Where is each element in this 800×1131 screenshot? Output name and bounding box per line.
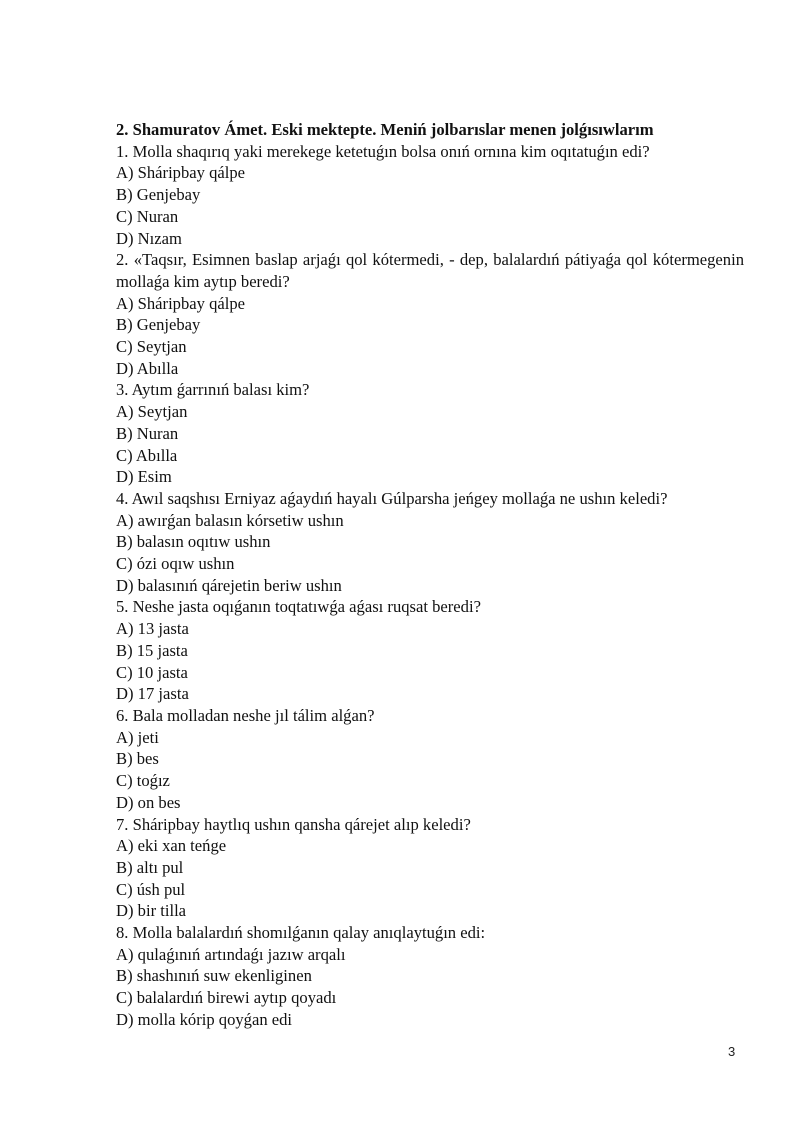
question-8 [116, 922, 744, 1031]
option-a: A) jeti [116, 727, 159, 747]
option-b: B) 15 jasta [116, 640, 188, 660]
question-4 [116, 488, 744, 597]
option-d: D) Abılla [116, 358, 179, 378]
question-text: 5. Neshe jasta oqıǵanın toqtatıwǵa aǵası ruqsat beredi? [116, 597, 481, 617]
option-c: C) úsh pul [116, 879, 186, 899]
option-b: B) Nuran [116, 423, 179, 443]
question-text: 6. Bala molladan neshe jıl tálim alǵan? [116, 705, 375, 725]
option-a: A) Sháripbay qálpe [116, 163, 246, 183]
option-d: D) balasınıń qárejetin beriw ushın [116, 575, 342, 595]
option-c: C) Abılla [116, 445, 178, 465]
option-d: D) 17 jasta [116, 684, 189, 704]
section-title: 2. Shamuratov Ámet. Eski mektepte. Meniń jolbarıslar menen jolǵısıwlarım [116, 120, 654, 139]
option-b: B) balasın oqıtıw ushın [116, 532, 271, 552]
option-d: D) bir tilla [116, 901, 187, 921]
question-2 [116, 249, 744, 379]
page-number: 3 [728, 1044, 736, 1059]
option-b: B) altı pul [116, 857, 184, 877]
option-b: B) Genjebay [116, 315, 201, 335]
question-6 [116, 705, 744, 814]
option-a: A) 13 jasta [116, 619, 189, 639]
option-d: D) on bes [116, 792, 181, 812]
option-b: B) shashınıń suw ekenliginen [116, 966, 312, 986]
option-a: A) Seytjan [116, 402, 188, 422]
option-d: D) Esim [116, 467, 172, 487]
option-d: D) Nızam [116, 228, 182, 248]
option-b: B) Genjebay [116, 185, 201, 205]
question-text: 7. Sháripbay haytlıq ushın qansha qárejet alıp keledi? [116, 814, 471, 834]
option-d: D) molla kórip qoyǵan edi [116, 1009, 293, 1029]
option-c: C) 10 jasta [116, 662, 188, 682]
question-text: 1. Molla shaqırıq yaki merekege ketetuǵın bolsa onıń ornına kim oqıtatuǵın edi? [116, 141, 650, 161]
question-7 [116, 814, 744, 923]
option-a: A) eki xan teńge [116, 836, 227, 856]
question-text: 4. Awıl saqshısı Erniyaz aǵaydıń hayalı Gúlparsha jeńgey mollaǵa ne ushın keledi? [116, 488, 668, 508]
option-c: C) toǵız [116, 771, 170, 791]
option-a: A) Sháripbay qálpe [116, 293, 246, 313]
question-text: 3. Aytım ǵarrınıń balası kim? [116, 380, 310, 400]
option-a: A) qulaǵınıń artındaǵı jazıw arqalı [116, 944, 346, 964]
question-text: 8. Molla balalardıń shomılǵanın qalay anıqlaytuǵın edi: [116, 923, 486, 943]
question-3 [116, 379, 744, 488]
option-c: C) balalardıń birewi aytıp qoyadı [116, 988, 337, 1008]
option-c: C) Seytjan [116, 337, 187, 357]
option-b: B) bes [116, 749, 159, 769]
question-5 [116, 596, 744, 705]
option-c: C) Nuran [116, 206, 179, 226]
question-text: 2. «Taqsır, Esimnen baslap arjaǵı qol kótermedi, - dep, balalardıń pátiyaǵa qol kótermegenin mollaǵa kim aytıp beredi? [116, 250, 744, 291]
question-1 [116, 141, 744, 250]
document-page [116, 119, 744, 1031]
option-c: C) ózi oqıw ushın [116, 554, 235, 574]
option-a: A) awırǵan balasın kórsetiw ushın [116, 510, 344, 530]
